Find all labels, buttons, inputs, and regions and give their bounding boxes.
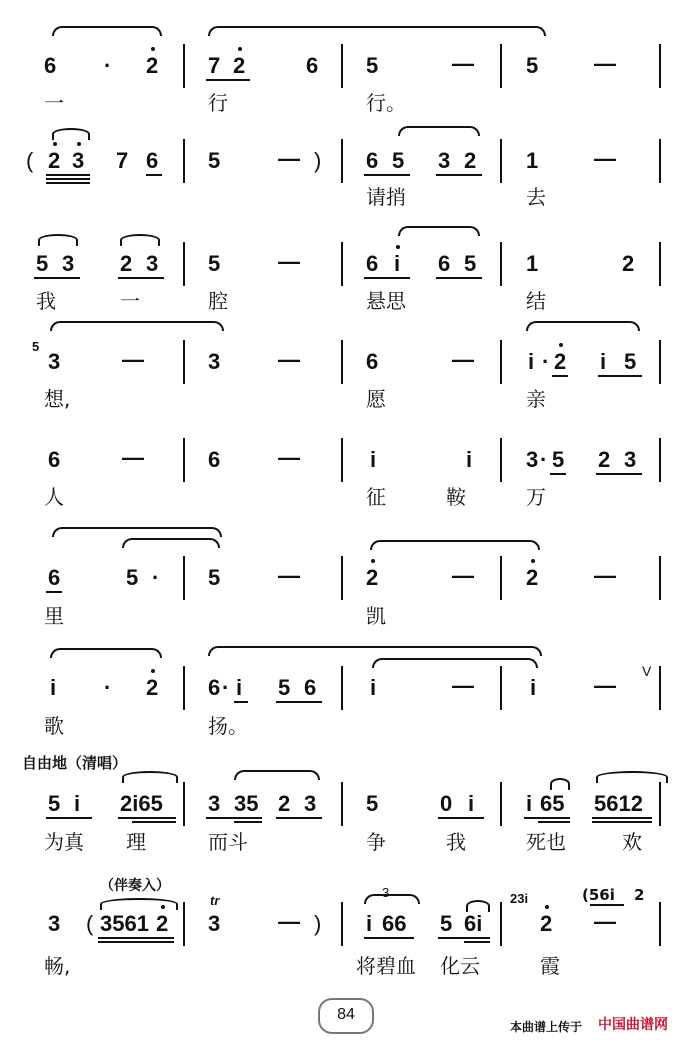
underline (276, 817, 322, 819)
accompaniment-annotation: （伴奏入） (100, 878, 170, 894)
bar-line (659, 666, 661, 710)
note: 5 (392, 148, 405, 173)
note: 5 (208, 565, 221, 590)
underline (34, 277, 80, 279)
lyric: 我 (36, 289, 56, 313)
note: 0 (440, 791, 453, 816)
note: i (530, 675, 537, 700)
dash: — (278, 146, 300, 171)
bar-line (183, 44, 185, 88)
note: · (104, 675, 112, 700)
octave-dot (545, 905, 549, 909)
bar-line (183, 666, 185, 710)
slur (122, 538, 220, 548)
note: 3561 (100, 911, 149, 936)
bar-line (183, 782, 185, 826)
note: · (542, 349, 550, 374)
note: 2 (540, 911, 553, 936)
note: 5 (552, 447, 565, 472)
note: i (236, 675, 243, 700)
octave-dot (531, 559, 535, 563)
slur (52, 128, 90, 140)
bar-line (341, 340, 343, 384)
slur (398, 226, 480, 236)
bar-line (500, 44, 502, 88)
note: 5 (278, 675, 291, 700)
note: 3 (208, 911, 221, 936)
paren: ( (86, 911, 94, 936)
bar-line (659, 556, 661, 600)
bar-line (500, 556, 502, 600)
note: 2 (622, 251, 635, 276)
octave-dot (559, 343, 563, 347)
bar-line (183, 139, 185, 183)
underline (234, 701, 248, 703)
underline (364, 174, 410, 176)
underline (436, 277, 482, 279)
bar-line (659, 340, 661, 384)
note: 5 (48, 791, 61, 816)
dash: — (278, 909, 300, 934)
slur (208, 26, 546, 36)
site-logo[interactable]: 中国曲谱网 (598, 1016, 668, 1032)
note: i (50, 675, 57, 700)
trill-mark: tr (210, 893, 220, 908)
dash: — (278, 445, 300, 470)
underline (146, 174, 162, 176)
underline (46, 591, 62, 593)
note: i (600, 349, 607, 374)
underline (592, 821, 652, 823)
lyric: 愿 (366, 387, 386, 411)
note: 3 (72, 148, 85, 173)
bar-line (341, 782, 343, 826)
octave-dot (53, 142, 57, 146)
underline (118, 277, 164, 279)
underline (538, 821, 570, 823)
underline (552, 375, 568, 377)
grace-note: 23i (510, 891, 529, 906)
slur (52, 527, 222, 537)
note: 3 (208, 349, 221, 374)
dash: — (594, 673, 616, 698)
bar-line (183, 902, 185, 946)
octave-dot (77, 142, 81, 146)
note: 6 (44, 53, 57, 78)
underline (524, 817, 570, 819)
bar-line (659, 44, 661, 88)
octave-dot (238, 47, 242, 51)
note: 5 (208, 148, 221, 173)
tempo-marking: 自由地（清唱） (22, 754, 128, 772)
note: i (366, 911, 373, 936)
note: 2 (554, 349, 567, 374)
dash: — (278, 249, 300, 274)
underline (46, 174, 90, 176)
dash: — (594, 909, 616, 934)
note: 2 (278, 791, 291, 816)
bar-line (341, 556, 343, 600)
note: 66 (382, 911, 407, 936)
note: 5 (366, 791, 379, 816)
lyric: 想, (44, 387, 71, 411)
note: 2 (48, 148, 61, 173)
underline (132, 821, 176, 823)
slur (596, 771, 668, 783)
note: i (394, 251, 401, 276)
lyric: 亲 (526, 387, 546, 411)
slur (38, 234, 78, 246)
lyric: 里 (44, 604, 64, 628)
underline (464, 941, 490, 943)
note: 5 (440, 911, 453, 936)
underline (590, 904, 624, 906)
note: 3 (62, 251, 75, 276)
bar-line (659, 438, 661, 482)
dash: — (452, 51, 474, 76)
note: 5 (526, 53, 539, 78)
note: · (104, 53, 112, 78)
underline (550, 473, 566, 475)
underline (364, 277, 410, 279)
note: 3 (146, 251, 159, 276)
bar-line (341, 666, 343, 710)
note: 3 (438, 148, 451, 173)
slur (550, 778, 570, 790)
underline (206, 79, 250, 81)
lyric: 鞍 (446, 485, 466, 509)
dash: — (594, 51, 616, 76)
bar-line (341, 139, 343, 183)
dash: — (122, 347, 144, 372)
lyric: 结 (526, 289, 546, 313)
lyric: 凯 (366, 604, 386, 628)
lyric: 万 (526, 485, 546, 509)
dash: — (452, 347, 474, 372)
note: 6 (304, 675, 317, 700)
note: 5612 (594, 791, 643, 816)
note: 5 (126, 565, 139, 590)
paren: ) (314, 148, 322, 173)
note: i (528, 349, 535, 374)
note: 2 (120, 251, 133, 276)
note: 3 (48, 349, 61, 374)
note: 2 (146, 675, 159, 700)
note: 5 (464, 251, 477, 276)
dash: — (122, 445, 144, 470)
slur (208, 646, 542, 656)
slur (234, 770, 320, 780)
note: 6 (146, 148, 159, 173)
note: 5 (208, 251, 221, 276)
note: 6 (208, 675, 221, 700)
bar-line (659, 902, 661, 946)
underline (118, 817, 176, 819)
lyric: 请捎 (366, 185, 406, 209)
note: 3 (48, 911, 61, 936)
underline (46, 817, 92, 819)
lyric: 一 (120, 289, 140, 313)
lyric: 扬。 (208, 714, 248, 738)
lyric: 霞 (540, 954, 560, 978)
underline (364, 937, 414, 939)
bar-line (500, 666, 502, 710)
bar-line (659, 782, 661, 826)
note: 6 (366, 349, 379, 374)
bar-line (659, 242, 661, 286)
lyric: 畅, (44, 954, 71, 978)
slur (122, 771, 178, 783)
note: 5 (36, 251, 49, 276)
slur (100, 898, 178, 910)
bar-line (183, 438, 185, 482)
note: 2 (156, 911, 169, 936)
note: 65 (540, 791, 565, 816)
note: 1 (526, 148, 539, 173)
grace-note: 5 (32, 339, 40, 354)
bar-line (183, 556, 185, 600)
octave-dot (151, 47, 155, 51)
lyric: 腔 (208, 289, 228, 313)
lyric: 而斗 (208, 830, 248, 854)
bar-line (500, 782, 502, 826)
slur (364, 894, 420, 904)
lyric: 欢 (622, 830, 642, 854)
note: 3 (526, 447, 539, 472)
underline (598, 375, 642, 377)
dash: — (452, 673, 474, 698)
underline (98, 937, 174, 939)
bar-line (500, 902, 502, 946)
lyric: 化云 (440, 954, 480, 978)
lyric: 理 (126, 830, 146, 854)
note: i (370, 447, 377, 472)
bar-line (341, 902, 343, 946)
note: 6 (366, 148, 379, 173)
accompaniment-note: 2 (634, 886, 645, 904)
paren: ( (26, 148, 34, 173)
slur (120, 234, 160, 246)
underline (46, 182, 90, 184)
lyric: 将碧血 (356, 954, 416, 978)
bar-line (659, 139, 661, 183)
upload-note: 本曲谱上传于 (510, 1020, 583, 1034)
note: 2 (233, 53, 246, 78)
octave-dot (396, 245, 400, 249)
note: 7 (208, 53, 221, 78)
note: i (526, 791, 533, 816)
bar-line (341, 44, 343, 88)
dash: — (278, 347, 300, 372)
note: 6 (306, 53, 319, 78)
note: · (222, 675, 230, 700)
underline (234, 821, 262, 823)
bar-line (500, 242, 502, 286)
lyric: 争 (366, 830, 386, 854)
bar-line (500, 438, 502, 482)
note: 6 (366, 251, 379, 276)
lyric: 去 (526, 185, 546, 209)
slur (52, 26, 162, 36)
underline (436, 174, 482, 176)
bar-line (183, 242, 185, 286)
slur (398, 126, 480, 136)
bar-line (341, 438, 343, 482)
bar-line (183, 340, 185, 384)
dash: — (278, 563, 300, 588)
underline (438, 817, 484, 819)
triplet-mark: 3 (382, 885, 390, 900)
note: 6 (438, 251, 451, 276)
note: 2 (598, 447, 611, 472)
octave-dot (161, 905, 165, 909)
slur (526, 321, 640, 331)
note: 2 (526, 565, 539, 590)
note: 2 (464, 148, 477, 173)
underline (276, 701, 322, 703)
dash: — (452, 563, 474, 588)
note: 3 (208, 791, 221, 816)
lyric: 人 (44, 485, 64, 509)
note: 2i65 (120, 791, 163, 816)
bar-line (500, 340, 502, 384)
slur (50, 648, 162, 658)
note: 3 (624, 447, 637, 472)
dash: — (594, 146, 616, 171)
note: 6 (208, 447, 221, 472)
lyric: 征 (366, 485, 386, 509)
lyric: 悬思 (366, 289, 406, 313)
dash: — (594, 563, 616, 588)
lyric: 为真 (44, 830, 84, 854)
underline (596, 473, 642, 475)
note: i (466, 447, 473, 472)
note: 5 (624, 349, 637, 374)
note: 6 (48, 447, 61, 472)
note: i (370, 675, 377, 700)
lyric: 行 (208, 91, 228, 115)
page-number: 84 (337, 1006, 355, 1023)
page-number-badge (318, 998, 374, 1034)
slur (370, 540, 540, 550)
lyric: 行。 (366, 91, 406, 115)
note: 7 (116, 148, 129, 173)
underline (438, 937, 490, 939)
underline (98, 941, 174, 943)
underline (206, 817, 262, 819)
accompaniment-notes: (56i (582, 886, 615, 904)
slur (372, 658, 538, 668)
note: · (152, 565, 160, 590)
lyric: 一 (44, 91, 64, 115)
octave-dot (371, 559, 375, 563)
note: 35 (234, 791, 259, 816)
octave-dot (151, 669, 155, 673)
bar-line (500, 139, 502, 183)
underline (592, 817, 652, 819)
bar-line (341, 242, 343, 286)
breath-mark: V (642, 663, 652, 679)
note: 5 (366, 53, 379, 78)
note: i (74, 791, 81, 816)
note: 2 (146, 53, 159, 78)
paren: ) (314, 911, 322, 936)
note: 2 (366, 565, 379, 590)
note: 6i (464, 911, 483, 936)
note: 3 (304, 791, 317, 816)
slur (50, 321, 224, 331)
note: · (540, 447, 548, 472)
note: 6 (48, 565, 61, 590)
underline (46, 178, 90, 180)
note: 1 (526, 251, 539, 276)
lyric: 我 (446, 830, 466, 854)
lyric: 死也 (526, 830, 566, 854)
lyric: 歌 (44, 714, 64, 738)
note: i (468, 791, 475, 816)
